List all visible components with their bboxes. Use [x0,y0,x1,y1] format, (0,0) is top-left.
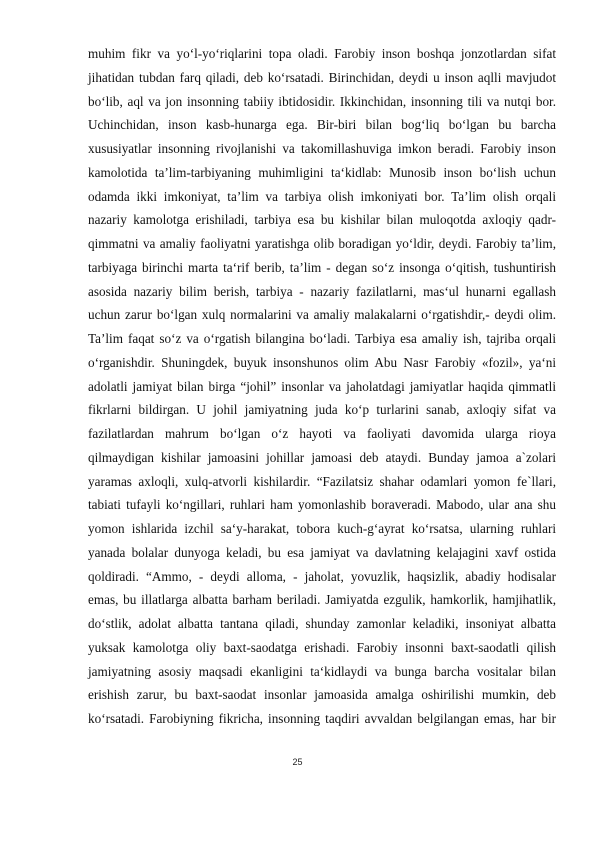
text-line: Ta’lim faqat so‘z va o‘rgatish bilangina bo‘ladi. Tarbiya esa amaliy ish, tajriba orqali [88,331,556,346]
text-line: ko‘rsatadi. Farobiyning fikricha, insonning taqdiri avvaldan belgilangan emas, har bir [88,711,556,726]
text-line: yomon ishlarida izchil sa‘y-harakat, tobora kuch-g‘ayrat ko‘rsatsa, ularning ruhlari [88,521,556,536]
text-line: jamiyatning asosiy maqsadi ekanligini ta‘kidlaydi va bunga barcha vositalar bilan [88,663,556,679]
text-line: muhim fikr va yo‘l-yo‘riqlarini topa oladi. Farobiy inson boshqa jonzotlardan sifat [88,46,556,61]
text-line: odamda ikki imkoniyat, ta’lim va tarbiya olish imkoniyati bor. Ta’lim olish orqali [88,188,556,204]
text-line: qoldiradi. “Ammo, - deydi alloma, - jaholat, yovuzlik, haqsizlik, abadiy hodisalar [88,568,556,584]
text-line: yuksak kamolotga oliy baxt-saodatga erishadi. Farobiy insonni baxt-saodatli qilish [88,639,556,655]
text-line: yanada bolalar dunyoga keladi, bu esa jamiyat va davlatning kelajagini xavf ostida [88,544,556,560]
text-line: do‘stlik, adolat albatta tantana qiladi, shunday zamonlar keladiki, insoniyat albatta [88,616,556,631]
text-line: bo‘lib, aql va jon insonning tabiiy ibtidosidir. Ikkinchidan, insonning tili va nutqi bor. [88,93,556,109]
text-line: asosida nazariy bilim berish, tarbiya - nazariy fazilatlarni, mas‘ul hunarni egallash [88,283,556,299]
text-line: o‘rganishdir. Shuningdek, buyuk insonshunos olim Abu Nasr Farobiy «fozil», ya‘ni [88,354,556,370]
text-line: kamolotida ta’lim-tarbiyaning muhimligini ta‘kidlab: Munosib inson bo‘lish uchun [88,164,556,180]
body-text [88,42,556,731]
text-line: tabiati tufayli ko‘ngillari, ruhlari ham yomonlashib boraveradi. Mabodo, ular ana shu [88,497,556,513]
text-line: adolatli jamiyat bilan birga “johil” insonlar va jaholatdagi jamiyatlar haqida qimmatli [88,378,556,394]
text-line: uchun zarur bo‘lgan xulq normalarini va amaliy malakalarni o‘rgatishdir,- deydi olim. [88,307,556,323]
text-line: jihatidan tubdan farq qiladi, deb ko‘rsatadi. Birinchidan, deydi u inson aqlli mavjudot [88,69,556,85]
text-line: qimmatni va amaliy faoliyatni yaratishga olib boradigan yo‘ldir, deydi. Farobiy ta’lim, [88,236,556,251]
text-line: emas, bu illatlarga albatta barham beriladi. Jamiyatda ezgulik, hamkorlik, hamjihatlik, [88,592,556,608]
text-line: yaramas axloqli, xulq-atvorli kishilardir. “Fazilatsiz shahar odamlari yomon fe`llari, [88,473,556,489]
text-line: nazariy kamolotga erishiladi, tarbiya esa bu kishilar bilan muloqotda axloqiy qadr- [88,212,556,228]
text-line: qilmaydigan kishilar jamoasini johillar jamoasi deb ataydi. Bunday jamoa a`zolari [88,449,556,465]
text-line: fazilatlardan mahrum bo‘lgan o‘z hayoti va faoliyati davomida ularga rioya [88,426,556,441]
text-line: erishish zarur, bu baxt-saodat insonlar jamoasida amalga oshirilishi mumkin, deb [88,687,556,703]
text-line: tarbiyaga birinchi marta ta‘rif berib, ta’lim - degan so‘z insonga o‘qitish, tushuntirish [88,259,556,275]
page-number: 25 [292,757,303,767]
text-line: fikrlarni bildirgan. U johil jamiyatning juda ko‘p turlarini sanab, axloqiy sifat va [88,402,556,418]
text-line: Uchinchidan, inson kasb-hunarga ega. Bir-biri bilan bog‘liq bo‘lgan bu barcha [88,117,556,133]
text-line: xususiyatlar insonning rivojlanishi va takomillashuviga imkon beradi. Farobiy inson [88,141,556,156]
